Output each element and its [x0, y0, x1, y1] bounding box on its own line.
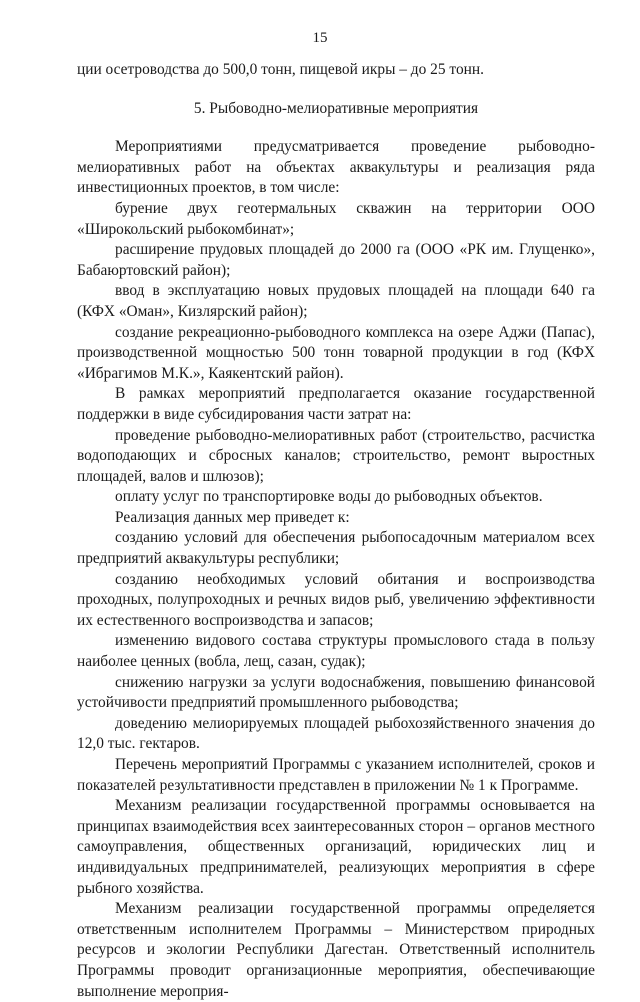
paragraph: создание рекреационно-рыбоводного комплекса на озере Аджи (Папас), производственной мощностью 500 тонн товарной продукции в год (КФХ «Ибрагимов М.К.», Каякентский район). — [77, 323, 595, 382]
paragraph: оплату услуг по транспортировке воды до рыбоводных объектов. — [115, 488, 543, 506]
paragraph: Реализация данных мер приведет к: — [115, 508, 350, 526]
paragraph: созданию необходимых условий обитания и воспроизводства проходных, полупроходных и речных видов рыб, увеличению эффективности их естественного воспроизводства и запасов; — [77, 570, 595, 629]
section-title: 5. Рыбоводно-мелиоративные мероприятия — [193, 99, 479, 117]
paragraph: Механизм реализации государственной программы основывается на принципах взаимодействия всех заинтересованных сторон – органов местного самоуправления, общественных организаций, юридических лиц и индивидуальных предпринимателей, реализующих мероприятия в сфере рыбного хозяйства. — [77, 797, 595, 897]
paragraph: В рамках мероприятий предполагается оказание государственной поддержки в виде субсидирования части затрат на: — [77, 385, 595, 423]
paragraph: доведению мелиорируемых площадей рыбохозяйственного значения до 12,0 тыс. гектаров. — [77, 714, 595, 753]
paragraph: бурение двух геотермальных скважин на территории ООО «Широкольский рыбокомбинат»; — [77, 199, 595, 238]
document-body — [77, 60, 595, 1002]
paragraph: Механизм реализации государственной программы определяется ответственным исполнителем Программы – Министерством природных ресурсов и экологии Республики Дагестан. Ответственный исполнитель Программы проводит организационные мероприятия, обеспечивающие выполнение мероприя- — [77, 900, 595, 1000]
paragraph: Мероприятиями предусматривается проведение рыбоводно-мелиоративных работ на объектах аквакультуры и реализация ряда инвестиционных проектов, в том числе: — [77, 138, 595, 197]
paragraph: расширение прудовых площадей до 2000 га (ООО «РК им. Глущенко», Бабаюртовский район); — [77, 241, 595, 279]
paragraph: созданию условий для обеспечения рыбопосадочным материалом всех предприятий аквакультуры республики; — [77, 529, 595, 568]
intro-line: ции осетроводства до 500,0 тонн, пищевой икры – до 25 тонн. — [77, 61, 484, 78]
paragraph: ввод в эксплуатацию новых прудовых площадей на площади 640 га (КФХ «Оман», Кизлярский район); — [77, 282, 595, 320]
paragraph: проведение рыбоводно-мелиоративных работ (строительство, расчистка водоподающих и сбросных каналов; строительство, ремонт выростных площадей, валов и шлюзов); — [77, 426, 595, 485]
page-number: 15 — [312, 30, 328, 46]
paragraph: снижению нагрузки за услуги водоснабжения, повышению финансовой устойчивости предприятий промышленного рыбоводства; — [77, 673, 595, 712]
paragraph: Перечень мероприятий Программы с указанием исполнителей, сроков и показателей результативности представлен в приложении № 1 к Программе. — [77, 756, 595, 794]
paragraph: изменению видового состава структуры промыслового стада в пользу наиболее ценных (вобла, лещ, сазан, судак); — [77, 632, 595, 671]
